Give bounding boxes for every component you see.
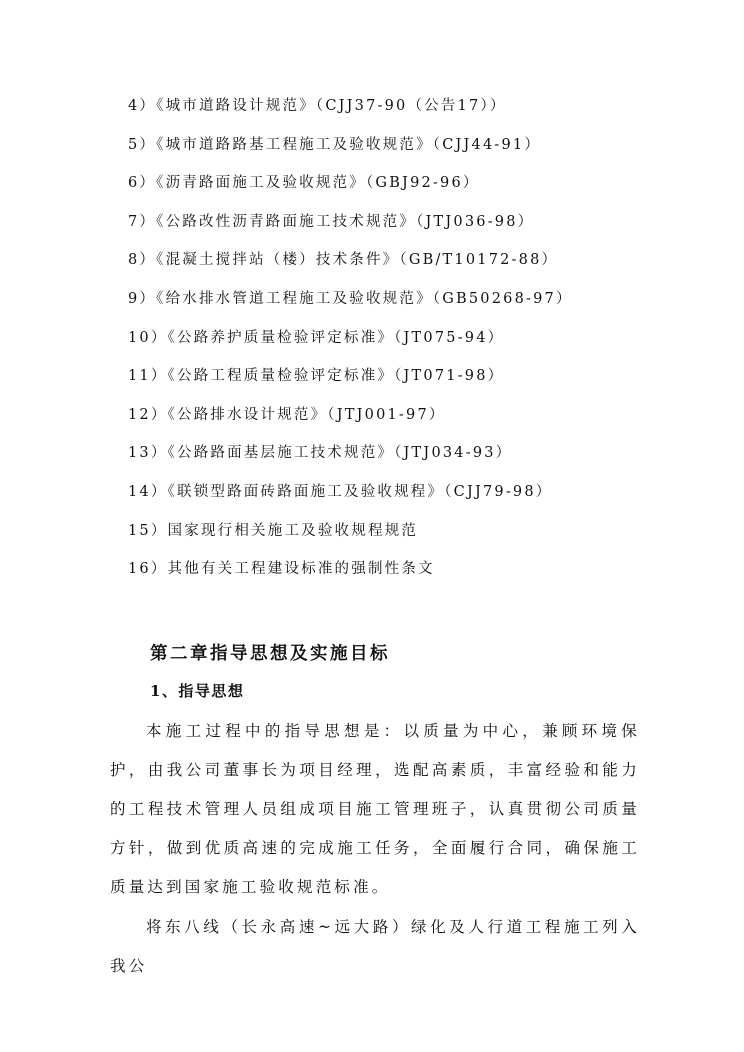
reference-item: 4）《城市道路设计规范》（CJJ37-90（公告17）） [128,98,507,114]
body-paragraph: 本施工过程中的指导思想是：以质量为中心，兼顾环境保护，由我公司董事长为项目经理，选配高素质，丰富经验和能力的工程技术管理人员组成项目施工管理班子，认真贯彻公司质量方针，做到优质高速的完成施工任务，全面履行合同，确保施工质量达到国家施工验收规范标准。 [110,722,640,896]
reference-item: 15）国家现行相关施工及验收规程规范 [128,522,419,539]
reference-item: 9）《给水排水管道工程施工及验收规范》（GB50268-97） [128,290,573,307]
chapter-title: 第二章指导思想及实施目标 [150,644,390,664]
reference-item: 12）《公路排水设计规范》（JTJ001-97） [128,406,446,423]
reference-list [128,92,573,594]
body-paragraph: 将东八线（长永高速~远大路）绿化及人行道工程施工列入我公 [110,918,640,975]
reference-item: 6）《沥青路面施工及验收规范》（GBJ92-96） [128,175,480,192]
section-title: 1、指导思想 [150,682,245,700]
reference-item: 8）《混凝土搅拌站（楼）技术条件》（GB/T10172-88） [128,252,559,269]
reference-item: 11）《公路工程质量检验评定标准》（JT071-98） [128,368,505,385]
reference-item: 14）《联锁型路面砖路面施工及验收规程》（CJJ79-98） [128,483,553,500]
reference-item: 13）《公路路面基层施工技术规范》（JTJ034-93） [128,445,513,462]
reference-item: 5）《城市道路路基工程施工及验收规范》（CJJ44-91） [128,136,542,153]
reference-item: 7）《公路改性沥青路面施工技术规范》（JTJ036-98） [128,213,535,230]
reference-item: 10）《公路养护质量检验评定标准》（JT075-94） [128,329,505,346]
reference-item: 16）其他有关工程建设标准的强制性条文 [128,561,435,578]
